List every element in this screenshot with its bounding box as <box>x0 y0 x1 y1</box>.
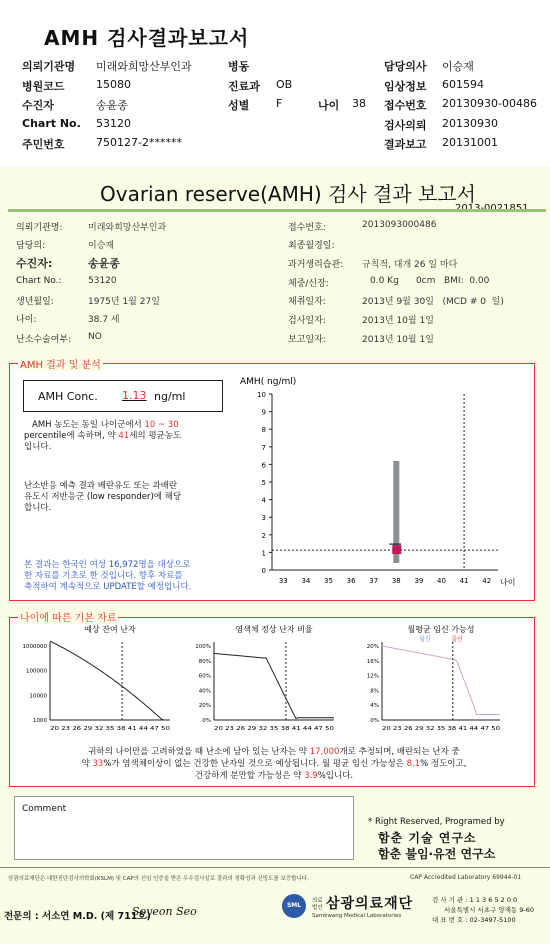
chart-title: 예상 잔여 난자 <box>84 625 136 634</box>
header-value: OB <box>276 78 293 91</box>
x-tick-label: 36 <box>346 577 356 585</box>
interp-text: AMH 농도는 동일 나이군에서 <box>32 420 142 430</box>
info-label: 생년월일: <box>16 297 54 307</box>
y-tick-label: 16% <box>366 658 379 665</box>
summary-text: % 정도이고, <box>420 759 467 769</box>
prediction-line: 유도시 저반응군 (low responder)에 해당 <box>24 492 182 502</box>
header-label: Chart No. <box>22 117 81 130</box>
y-tick-label: 0% <box>202 718 211 724</box>
header-value: 38 <box>352 97 366 110</box>
prediction-line: 합니다. <box>24 503 52 513</box>
interp-text: 입니다. <box>24 442 52 452</box>
header-label: 수진자 <box>22 99 54 112</box>
y-tick-label: 0% <box>370 718 379 724</box>
info-value: 미래와희망산부인과 <box>88 223 167 233</box>
lab-address: 서울특별시 서초구 양재동 9-60 <box>444 906 535 914</box>
y-tick-label: 8% <box>370 688 379 695</box>
summary-text: 개로 추정되며, 배란되는 난자 중 <box>339 747 460 757</box>
credit-lab: 함춘 기술 연구소 <box>378 831 477 845</box>
pregnancy-chart <box>352 622 532 740</box>
header-value: 750127-2****** <box>96 136 182 149</box>
data-curve <box>382 646 500 714</box>
pregnancy-rate: 8.1 <box>406 759 421 769</box>
y-tick-label: 10 <box>257 391 266 399</box>
summary-text: 귀하의 나이만을 고려하였을 때 난소에 남아 있는 난자는 약 <box>88 747 307 757</box>
info-label: Chart No.: <box>16 276 62 286</box>
summary-text: 건강하게 분만할 가능성은 약 <box>194 771 302 781</box>
amh-interpretation <box>24 420 236 453</box>
info-value: 2013년 10월 1일 <box>362 335 434 345</box>
header-label: 주민번호 <box>22 138 65 151</box>
legend-item: 출산 <box>451 636 463 643</box>
header-value: 20130930 <box>442 117 498 130</box>
comment-label: Comment <box>22 804 67 814</box>
header-label: 병원코드 <box>22 80 65 93</box>
info-value: 1975년 1월 27일 <box>88 297 160 307</box>
y-tick-label: 40% <box>198 688 211 695</box>
info-label: 보고일자: <box>288 335 326 345</box>
header-value: 송윤종 <box>96 99 128 112</box>
y-tick-label: 4% <box>370 703 379 710</box>
data-note <box>24 560 236 593</box>
info-value: 0.0 Kg 0cm BMI: 0.00 <box>370 276 490 286</box>
header-value: 20131001 <box>442 136 498 149</box>
birth-rate: 3.9 <box>304 771 318 781</box>
info-value: 규칙적, 대개 26 일 마다 <box>362 260 458 270</box>
x-tick-label: 38 <box>391 577 401 585</box>
summary-text: %입니다. <box>317 771 354 781</box>
summary-text: %가 염색체이상이 없는 건강한 난자일 것으로 예상됩니다. 월 평균 임신 가능성은 <box>103 759 404 769</box>
info-label: 과거생리습관: <box>288 260 344 270</box>
equivalent-age: 41 <box>118 431 130 441</box>
info-label: 수진자: <box>16 257 53 270</box>
header-label: 접수번호 <box>384 99 427 112</box>
y-tick-label: 1000 <box>33 718 47 724</box>
x-tick-label: 42 <box>482 577 492 585</box>
summary-text: 약 <box>81 759 90 769</box>
header-value: 20130930-00486 <box>442 97 537 110</box>
lab-contact <box>432 895 534 925</box>
x-tick-label: 33 <box>278 577 288 585</box>
header-label: 결과보고 <box>384 138 427 151</box>
doctor-label: 전문의 : 서소연 M.D. (제 711호) <box>4 911 151 922</box>
credit-line: * Right Reserved, Programed by <box>368 817 505 827</box>
y-tick-label: 2 <box>261 531 266 540</box>
chart-title: 월평균 임신 가능성 <box>407 625 475 634</box>
chart-title: 염색체 정상 난자 비율 <box>235 625 313 634</box>
info-label: 채취일자: <box>288 297 326 307</box>
amh-chart <box>236 370 532 598</box>
info-label: 체중/신장: <box>288 279 329 289</box>
x-tick-labels: 20 23 26 29 32 35 38 41 44 47 50 <box>50 726 170 732</box>
header-value: 이승재 <box>442 60 474 73</box>
y-tick-label: 7 <box>261 443 266 452</box>
amh-conc-unit: ng/ml <box>154 390 186 403</box>
note-line: 한 자료를 기초로 한 것입니다. 향후 자료를 <box>24 571 183 581</box>
header-label: 검사의뢰 <box>384 119 427 132</box>
prediction-line: 난소반응 예측 결과 배란유도 또는 과배란 <box>24 481 178 491</box>
info-value: 2013093000486 <box>362 220 437 230</box>
percentile-range: 10 ~ 30 <box>144 420 179 430</box>
x-tick-label: 41 <box>459 577 469 585</box>
y-tick-label: 3 <box>261 514 266 523</box>
foundation-name: 삼광의료재단 <box>326 896 414 912</box>
header-label: 병동 <box>228 60 250 73</box>
y-tick-label: 20% <box>366 644 379 650</box>
x-tick-labels: 20 23 26 29 32 35 38 41 44 47 50 <box>382 726 500 732</box>
age-summary <box>14 746 534 782</box>
amh-conc-value: 1.13 <box>122 389 147 402</box>
data-curve <box>214 653 334 718</box>
footer-divider <box>0 867 550 868</box>
y-tick-label: 1000000 <box>22 644 47 650</box>
x-tick-label: 34 <box>301 577 311 585</box>
info-value: 53120 <box>88 276 117 286</box>
y-tick-label: 6 <box>261 461 266 470</box>
header-label: 담당의사 <box>384 60 427 73</box>
info-label: 나이: <box>16 315 37 325</box>
credit-lab: 함춘 불임·유전 연구소 <box>378 847 496 861</box>
cap-accreditation: CAP Accredited Laboratory 69944-01 <box>410 874 522 881</box>
eggs-chart <box>14 622 184 740</box>
info-value: 2013년 10월 1일 <box>362 316 434 326</box>
info-value: 2013년 9월 30일 (MCD # 0 일) <box>362 297 504 307</box>
note-line: 축적하여 계속적으로 UPDATE할 예정입니다. <box>24 582 192 592</box>
header-value: 601594 <box>442 78 484 91</box>
header-value: 53120 <box>96 117 131 130</box>
x-tick-label: 35 <box>324 577 333 585</box>
info-label: 담당의: <box>16 241 46 251</box>
response-prediction <box>24 481 236 514</box>
header-value: 미래와희망산부인과 <box>96 60 192 73</box>
y-tick-label: 100000 <box>26 668 47 675</box>
y-tick-label: 80% <box>198 658 211 665</box>
info-label: 최종월경일: <box>288 241 335 251</box>
info-value: 이승재 <box>88 241 115 251</box>
y-tick-label: 10000 <box>29 693 47 700</box>
footer-note: 삼광의료재단은 대한진단검사의학회(KSLM) 및 CAP의 신임 인증을 받은 우수검사실로 결과의 정확성과 신빙도를 보증합니다. <box>8 876 309 882</box>
y-tick-label: 12% <box>366 673 379 680</box>
header-label: 성별 <box>228 99 250 112</box>
lab-tel: 대 표 번 호 : 02-3497-5100 <box>432 916 516 924</box>
y-tick-label: 20% <box>198 703 211 710</box>
y-tick-label: 1 <box>261 549 266 558</box>
amh-section-label: AMH 결과 및 분석 <box>18 356 103 371</box>
y-tick-label: 9 <box>261 408 266 417</box>
y-tick-label: 8 <box>261 426 266 435</box>
info-value: NO <box>88 332 102 342</box>
lab-reg: 검 사 기 관 : 1 1 3 6 5 2 0 0 <box>432 896 518 904</box>
legend-item: 임신 <box>419 636 431 643</box>
amh-conc-label: AMH Conc. <box>38 390 98 403</box>
y-axis-label: AMH( ng/ml) <box>240 377 297 387</box>
info-label: 난소수술여부: <box>16 335 72 345</box>
y-tick-label: 4 <box>261 496 266 505</box>
y-tick-label: 60% <box>198 673 211 680</box>
header-label: 진료과 <box>228 80 260 93</box>
remaining-eggs: 17,000 <box>309 747 340 757</box>
patient-point <box>392 545 401 554</box>
foundation-small: 의료법인 <box>312 898 323 911</box>
info-label: 접수번호: <box>288 223 326 233</box>
x-axis-label: 나이 <box>500 578 516 587</box>
x-tick-labels: 20 23 26 29 32 35 38 41 44 47 50 <box>214 726 334 732</box>
sml-logo: SML <box>282 894 306 918</box>
y-tick-label: 0 <box>261 567 266 575</box>
x-tick-label: 37 <box>369 577 379 585</box>
header-value: 15080 <box>96 78 131 91</box>
normal-egg-rate: 33 <box>92 759 104 769</box>
interp-text: percentile에 속하며, 약 <box>24 431 116 441</box>
info-value: 송윤종 <box>88 257 120 270</box>
header-value: F <box>276 97 283 110</box>
foundation-en: Samkwang Medical Laboratories <box>312 913 402 919</box>
x-tick-label: 40 <box>437 577 446 585</box>
report-title: Ovarian reserve(AMH) 검사 결과 보고서 <box>100 182 476 206</box>
header-label: 나이 <box>318 99 340 112</box>
interp-text: 세의 평균농도 <box>129 431 182 441</box>
header-label: 의뢰기관명 <box>22 60 76 73</box>
y-tick-label: 100% <box>195 644 211 650</box>
header-label: 임상정보 <box>384 80 427 93</box>
page-title: AMH 검사결과보고서 <box>44 26 250 50</box>
note-line: 본 결과는 한국인 여성 16,972명을 대상으로 <box>24 560 191 570</box>
doctor-signature: Soyeon Seo <box>132 905 197 918</box>
info-label: 의뢰기관명: <box>16 223 63 233</box>
y-tick-label: 5 <box>261 479 266 487</box>
info-label: 검사일자: <box>288 316 326 326</box>
chromosome-chart <box>186 622 351 740</box>
x-tick-label: 39 <box>414 577 424 585</box>
title-divider <box>8 209 546 212</box>
data-curve <box>50 641 170 720</box>
age-section-label: 나이에 따른 기본 자료 <box>18 609 118 624</box>
info-value: 38.7 세 <box>88 315 120 325</box>
